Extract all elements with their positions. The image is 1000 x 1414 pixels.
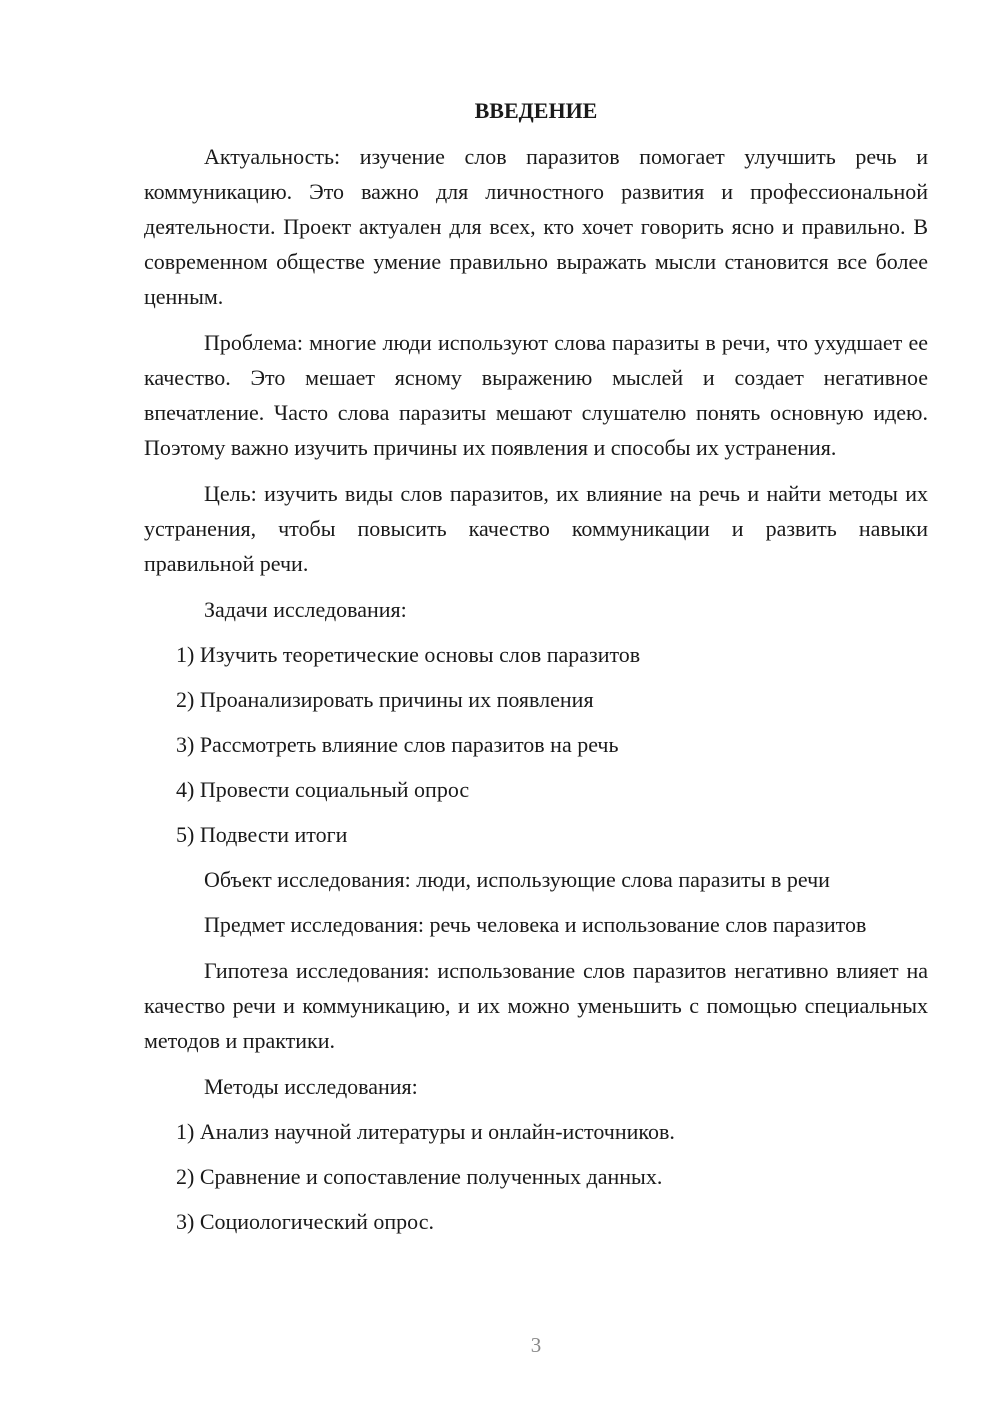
paragraph-relevance: Актуальность: изучение слов паразитов помогает улучшить речь и коммуникацию. Это важно для личностного развития и профессиональной деятельности. Проект актуален для всех, кто хочет говорить ясно и правильно. В современном обществе умение правильно выражать мысли становится все более ценным. <box>144 144 928 309</box>
tasks-heading: Задачи исследования: <box>204 597 407 622</box>
page-content <box>144 96 928 1249</box>
page-number: 3 <box>530 1333 542 1357</box>
research-hypothesis: Гипотеза исследования: использование слов паразитов негативно влияет на качество речи и коммуникацию, и их можно уменьшить с помощью специальных методов и практики. <box>144 958 928 1053</box>
method-item: 1) Анализ научной литературы и онлайн-источников. <box>176 1119 675 1144</box>
task-item: 3) Рассмотреть влияние слов паразитов на речь <box>176 732 619 757</box>
research-object: Объект исследования: люди, использующие слова паразиты в речи <box>204 867 830 892</box>
task-item: 5) Подвести итоги <box>176 822 348 847</box>
methods-heading: Методы исследования: <box>204 1074 418 1099</box>
method-item: 3) Социологический опрос. <box>176 1209 434 1234</box>
page-title: ВВЕДЕНИЕ <box>474 98 598 123</box>
method-item: 2) Сравнение и сопоставление полученных данных. <box>176 1164 663 1189</box>
task-item: 2) Проанализировать причины их появления <box>176 687 594 712</box>
paragraph-problem: Проблема: многие люди используют слова паразиты в речи, что ухудшает ее качество. Это мешает ясному выражению мыслей и создает негативное впечатление. Часто слова паразиты мешают слушателю понять основную идею. Поэтому важно изучить причины их появления и способы их устранения. <box>144 330 928 460</box>
task-item: 1) Изучить теоретические основы слов паразитов <box>176 642 641 667</box>
task-item: 4) Провести социальный опрос <box>176 777 470 802</box>
paragraph-goal: Цель: изучить виды слов паразитов, их влияние на речь и найти методы их устранения, чтобы повысить качество коммуникации и развить навыки правильной речи. <box>144 481 928 576</box>
research-subject: Предмет исследования: речь человека и использование слов паразитов <box>204 912 867 937</box>
